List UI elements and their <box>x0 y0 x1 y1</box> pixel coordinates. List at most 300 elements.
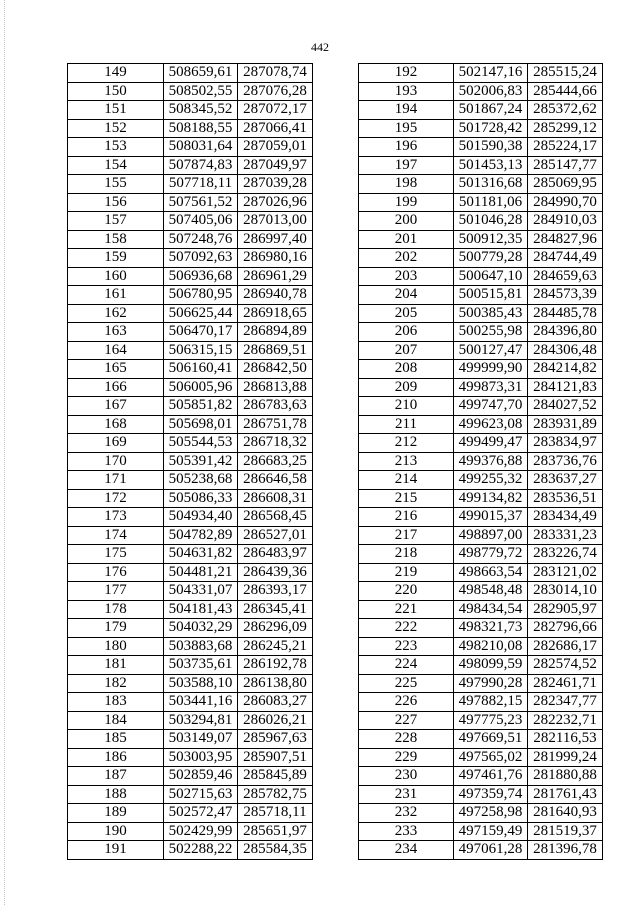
x-coordinate-cell: 498321,73 <box>454 619 528 638</box>
y-coordinate-cell: 284121,83 <box>528 378 603 397</box>
coordinates-table-left <box>67 63 313 860</box>
point-number-cell: 194 <box>359 101 454 120</box>
x-coordinate-cell: 503441,16 <box>164 693 238 712</box>
x-coordinate-cell: 505086,33 <box>164 489 238 508</box>
table-row <box>68 341 313 360</box>
x-coordinate-cell: 498663,54 <box>454 563 528 582</box>
x-coordinate-cell: 502715,63 <box>164 785 238 804</box>
table-row <box>359 101 603 120</box>
y-coordinate-cell: 286918,65 <box>238 304 313 323</box>
y-coordinate-cell: 286813,88 <box>238 378 313 397</box>
page-number: 442 <box>311 40 329 54</box>
point-number-cell: 201 <box>359 230 454 249</box>
x-coordinate-cell: 503735,61 <box>164 656 238 675</box>
y-coordinate-cell: 286245,21 <box>238 637 313 656</box>
point-number-cell: 177 <box>68 582 164 601</box>
table-row <box>68 674 313 693</box>
y-coordinate-cell: 282347,77 <box>528 693 603 712</box>
x-coordinate-cell: 507405,06 <box>164 212 238 231</box>
x-coordinate-cell: 500385,43 <box>454 304 528 323</box>
table-row <box>68 656 313 675</box>
y-coordinate-cell: 284027,52 <box>528 397 603 416</box>
x-coordinate-cell: 497565,02 <box>454 748 528 767</box>
y-coordinate-cell: 285718,11 <box>238 804 313 823</box>
point-number-cell: 186 <box>68 748 164 767</box>
point-number-cell: 196 <box>359 138 454 157</box>
point-number-cell: 215 <box>359 489 454 508</box>
x-coordinate-cell: 501181,06 <box>454 193 528 212</box>
table-row <box>68 471 313 490</box>
y-coordinate-cell: 285515,24 <box>528 64 603 83</box>
x-coordinate-cell: 508031,64 <box>164 138 238 157</box>
y-coordinate-cell: 287076,28 <box>238 82 313 101</box>
y-coordinate-cell: 282232,71 <box>528 711 603 730</box>
table-row <box>68 434 313 453</box>
y-coordinate-cell: 285967,63 <box>238 730 313 749</box>
table-row <box>359 471 603 490</box>
table-row <box>359 637 603 656</box>
table-row <box>359 804 603 823</box>
y-coordinate-cell: 284306,48 <box>528 341 603 360</box>
point-number-cell: 207 <box>359 341 454 360</box>
y-coordinate-cell: 285224,17 <box>528 138 603 157</box>
point-number-cell: 171 <box>68 471 164 490</box>
point-number-cell: 233 <box>359 822 454 841</box>
point-number-cell: 222 <box>359 619 454 638</box>
y-coordinate-cell: 281880,88 <box>528 767 603 786</box>
y-coordinate-cell: 286296,09 <box>238 619 313 638</box>
table-row <box>68 600 313 619</box>
x-coordinate-cell: 504782,89 <box>164 526 238 545</box>
table-row <box>68 489 313 508</box>
point-number-cell: 167 <box>68 397 164 416</box>
point-number-cell: 155 <box>68 175 164 194</box>
table-row <box>68 841 313 860</box>
point-number-cell: 161 <box>68 286 164 305</box>
y-coordinate-cell: 284827,96 <box>528 230 603 249</box>
x-coordinate-cell: 504181,43 <box>164 600 238 619</box>
point-number-cell: 189 <box>68 804 164 823</box>
y-coordinate-cell: 286997,40 <box>238 230 313 249</box>
table-row <box>68 82 313 101</box>
y-coordinate-cell: 287078,74 <box>238 64 313 83</box>
table-row <box>359 674 603 693</box>
point-number-cell: 209 <box>359 378 454 397</box>
point-number-cell: 199 <box>359 193 454 212</box>
y-coordinate-cell: 283931,89 <box>528 415 603 434</box>
x-coordinate-cell: 500255,98 <box>454 323 528 342</box>
y-coordinate-cell: 285444,66 <box>528 82 603 101</box>
table-row <box>359 563 603 582</box>
point-number-cell: 162 <box>68 304 164 323</box>
x-coordinate-cell: 497775,23 <box>454 711 528 730</box>
table-row <box>359 397 603 416</box>
y-coordinate-cell: 287049,97 <box>238 156 313 175</box>
x-coordinate-cell: 498779,72 <box>454 545 528 564</box>
table-row <box>359 286 603 305</box>
x-coordinate-cell: 503149,07 <box>164 730 238 749</box>
y-coordinate-cell: 286345,41 <box>238 600 313 619</box>
point-number-cell: 220 <box>359 582 454 601</box>
x-coordinate-cell: 507561,52 <box>164 193 238 212</box>
point-number-cell: 170 <box>68 452 164 471</box>
table-row <box>359 82 603 101</box>
table-row <box>359 304 603 323</box>
y-coordinate-cell: 283637,27 <box>528 471 603 490</box>
point-number-cell: 183 <box>68 693 164 712</box>
x-coordinate-cell: 504631,82 <box>164 545 238 564</box>
point-number-cell: 206 <box>359 323 454 342</box>
x-coordinate-cell: 499376,88 <box>454 452 528 471</box>
y-coordinate-cell: 282574,52 <box>528 656 603 675</box>
table-row <box>68 582 313 601</box>
y-coordinate-cell: 286718,32 <box>238 434 313 453</box>
table-row <box>68 267 313 286</box>
table-row <box>359 138 603 157</box>
y-coordinate-cell: 286783,63 <box>238 397 313 416</box>
point-number-cell: 158 <box>68 230 164 249</box>
table-row <box>68 711 313 730</box>
x-coordinate-cell: 501316,68 <box>454 175 528 194</box>
table-row <box>68 323 313 342</box>
table-row <box>68 360 313 379</box>
x-coordinate-cell: 508345,52 <box>164 101 238 120</box>
y-coordinate-cell: 286393,17 <box>238 582 313 601</box>
point-number-cell: 212 <box>359 434 454 453</box>
y-coordinate-cell: 283434,49 <box>528 508 603 527</box>
table-row <box>359 545 603 564</box>
table-row <box>68 101 313 120</box>
point-number-cell: 197 <box>359 156 454 175</box>
table-row <box>359 212 603 231</box>
point-number-cell: 151 <box>68 101 164 120</box>
point-number-cell: 227 <box>359 711 454 730</box>
y-coordinate-cell: 286138,80 <box>238 674 313 693</box>
y-coordinate-cell: 282686,17 <box>528 637 603 656</box>
x-coordinate-cell: 502429,99 <box>164 822 238 841</box>
x-coordinate-cell: 497159,49 <box>454 822 528 841</box>
table-row <box>359 156 603 175</box>
y-coordinate-cell: 286192,78 <box>238 656 313 675</box>
x-coordinate-cell: 499873,31 <box>454 378 528 397</box>
y-coordinate-cell: 286894,89 <box>238 323 313 342</box>
table-row <box>359 323 603 342</box>
y-coordinate-cell: 281640,93 <box>528 804 603 823</box>
point-number-cell: 232 <box>359 804 454 823</box>
point-number-cell: 178 <box>68 600 164 619</box>
x-coordinate-cell: 506625,44 <box>164 304 238 323</box>
y-coordinate-cell: 283014,10 <box>528 582 603 601</box>
point-number-cell: 168 <box>68 415 164 434</box>
x-coordinate-cell: 503883,68 <box>164 637 238 656</box>
x-coordinate-cell: 502859,46 <box>164 767 238 786</box>
y-coordinate-cell: 284744,49 <box>528 249 603 268</box>
y-coordinate-cell: 285782,75 <box>238 785 313 804</box>
table-row <box>68 138 313 157</box>
point-number-cell: 157 <box>68 212 164 231</box>
y-coordinate-cell: 284910,03 <box>528 212 603 231</box>
table-row <box>359 64 603 83</box>
x-coordinate-cell: 499255,32 <box>454 471 528 490</box>
y-coordinate-cell: 287072,17 <box>238 101 313 120</box>
y-coordinate-cell: 285147,77 <box>528 156 603 175</box>
y-coordinate-cell: 282905,97 <box>528 600 603 619</box>
point-number-cell: 160 <box>68 267 164 286</box>
point-number-cell: 172 <box>68 489 164 508</box>
x-coordinate-cell: 505698,01 <box>164 415 238 434</box>
table-row <box>68 64 313 83</box>
x-coordinate-cell: 497461,76 <box>454 767 528 786</box>
point-number-cell: 165 <box>68 360 164 379</box>
table-row <box>68 785 313 804</box>
x-coordinate-cell: 508502,55 <box>164 82 238 101</box>
x-coordinate-cell: 507092,63 <box>164 249 238 268</box>
y-coordinate-cell: 285069,95 <box>528 175 603 194</box>
x-coordinate-cell: 503003,95 <box>164 748 238 767</box>
point-number-cell: 204 <box>359 286 454 305</box>
x-coordinate-cell: 497990,28 <box>454 674 528 693</box>
point-number-cell: 225 <box>359 674 454 693</box>
point-number-cell: 150 <box>68 82 164 101</box>
x-coordinate-cell: 498897,00 <box>454 526 528 545</box>
y-coordinate-cell: 284396,80 <box>528 323 603 342</box>
point-number-cell: 169 <box>68 434 164 453</box>
table-row <box>68 693 313 712</box>
point-number-cell: 154 <box>68 156 164 175</box>
point-number-cell: 181 <box>68 656 164 675</box>
y-coordinate-cell: 286980,16 <box>238 249 313 268</box>
x-coordinate-cell: 507718,11 <box>164 175 238 194</box>
table-row <box>359 582 603 601</box>
y-coordinate-cell: 285372,62 <box>528 101 603 120</box>
point-number-cell: 202 <box>359 249 454 268</box>
point-number-cell: 184 <box>68 711 164 730</box>
table-row <box>68 415 313 434</box>
table-row <box>68 730 313 749</box>
x-coordinate-cell: 499499,47 <box>454 434 528 453</box>
y-coordinate-cell: 285845,89 <box>238 767 313 786</box>
x-coordinate-cell: 499623,08 <box>454 415 528 434</box>
point-number-cell: 228 <box>359 730 454 749</box>
point-number-cell: 166 <box>68 378 164 397</box>
x-coordinate-cell: 506470,17 <box>164 323 238 342</box>
table-row <box>359 822 603 841</box>
x-coordinate-cell: 507248,76 <box>164 230 238 249</box>
x-coordinate-cell: 502572,47 <box>164 804 238 823</box>
table-row <box>359 508 603 527</box>
x-coordinate-cell: 504032,29 <box>164 619 238 638</box>
point-number-cell: 156 <box>68 193 164 212</box>
y-coordinate-cell: 286439,36 <box>238 563 313 582</box>
point-number-cell: 153 <box>68 138 164 157</box>
y-coordinate-cell: 287013,00 <box>238 212 313 231</box>
point-number-cell: 164 <box>68 341 164 360</box>
y-coordinate-cell: 282461,71 <box>528 674 603 693</box>
y-coordinate-cell: 286026,21 <box>238 711 313 730</box>
point-number-cell: 191 <box>68 841 164 860</box>
point-number-cell: 203 <box>359 267 454 286</box>
table-row <box>68 563 313 582</box>
y-coordinate-cell: 285651,97 <box>238 822 313 841</box>
x-coordinate-cell: 500515,81 <box>454 286 528 305</box>
x-coordinate-cell: 499999,90 <box>454 360 528 379</box>
point-number-cell: 226 <box>359 693 454 712</box>
table-row <box>359 767 603 786</box>
table-row <box>359 249 603 268</box>
y-coordinate-cell: 285584,35 <box>238 841 313 860</box>
x-coordinate-cell: 506160,41 <box>164 360 238 379</box>
x-coordinate-cell: 505238,68 <box>164 471 238 490</box>
y-coordinate-cell: 284990,70 <box>528 193 603 212</box>
table-row <box>68 452 313 471</box>
coordinates-table-right <box>358 63 603 860</box>
table-row <box>359 341 603 360</box>
point-number-cell: 223 <box>359 637 454 656</box>
coordinates-table-left-body <box>68 64 313 860</box>
y-coordinate-cell: 283834,97 <box>528 434 603 453</box>
x-coordinate-cell: 499747,70 <box>454 397 528 416</box>
table-row <box>68 286 313 305</box>
table-row <box>68 748 313 767</box>
table-row <box>68 619 313 638</box>
y-coordinate-cell: 284659,63 <box>528 267 603 286</box>
point-number-cell: 185 <box>68 730 164 749</box>
point-number-cell: 187 <box>68 767 164 786</box>
x-coordinate-cell: 498099,59 <box>454 656 528 675</box>
table-row <box>68 637 313 656</box>
x-coordinate-cell: 508188,55 <box>164 119 238 138</box>
y-coordinate-cell: 281761,43 <box>528 785 603 804</box>
x-coordinate-cell: 505391,42 <box>164 452 238 471</box>
table-row <box>68 397 313 416</box>
table-row <box>359 267 603 286</box>
x-coordinate-cell: 506936,68 <box>164 267 238 286</box>
x-coordinate-cell: 501728,42 <box>454 119 528 138</box>
x-coordinate-cell: 498434,54 <box>454 600 528 619</box>
y-coordinate-cell: 282116,53 <box>528 730 603 749</box>
x-coordinate-cell: 502147,16 <box>454 64 528 83</box>
coordinates-table-right-body <box>359 64 603 860</box>
table-row <box>359 748 603 767</box>
table-row <box>68 175 313 194</box>
table-row <box>359 434 603 453</box>
table-row <box>68 378 313 397</box>
table-row <box>68 526 313 545</box>
x-coordinate-cell: 506780,95 <box>164 286 238 305</box>
point-number-cell: 211 <box>359 415 454 434</box>
y-coordinate-cell: 283331,23 <box>528 526 603 545</box>
y-coordinate-cell: 286961,29 <box>238 267 313 286</box>
point-number-cell: 188 <box>68 785 164 804</box>
y-coordinate-cell: 281396,78 <box>528 841 603 860</box>
y-coordinate-cell: 284573,39 <box>528 286 603 305</box>
x-coordinate-cell: 499134,82 <box>454 489 528 508</box>
table-row <box>359 619 603 638</box>
table-row <box>359 730 603 749</box>
y-coordinate-cell: 284214,82 <box>528 360 603 379</box>
point-number-cell: 180 <box>68 637 164 656</box>
table-row <box>359 230 603 249</box>
y-coordinate-cell: 285907,51 <box>238 748 313 767</box>
y-coordinate-cell: 286940,78 <box>238 286 313 305</box>
table-row <box>359 841 603 860</box>
y-coordinate-cell: 286527,01 <box>238 526 313 545</box>
scan-edge-line <box>4 0 5 905</box>
point-number-cell: 205 <box>359 304 454 323</box>
table-row <box>68 212 313 231</box>
y-coordinate-cell: 286646,58 <box>238 471 313 490</box>
x-coordinate-cell: 497669,51 <box>454 730 528 749</box>
y-coordinate-cell: 287066,41 <box>238 119 313 138</box>
x-coordinate-cell: 500779,28 <box>454 249 528 268</box>
y-coordinate-cell: 284485,78 <box>528 304 603 323</box>
x-coordinate-cell: 503294,81 <box>164 711 238 730</box>
table-row <box>68 545 313 564</box>
y-coordinate-cell: 287059,01 <box>238 138 313 157</box>
point-number-cell: 219 <box>359 563 454 582</box>
y-coordinate-cell: 281519,37 <box>528 822 603 841</box>
point-number-cell: 174 <box>68 526 164 545</box>
x-coordinate-cell: 507874,83 <box>164 156 238 175</box>
point-number-cell: 229 <box>359 748 454 767</box>
y-coordinate-cell: 283226,74 <box>528 545 603 564</box>
table-row <box>68 508 313 527</box>
point-number-cell: 192 <box>359 64 454 83</box>
point-number-cell: 149 <box>68 64 164 83</box>
x-coordinate-cell: 506315,15 <box>164 341 238 360</box>
table-row <box>359 600 603 619</box>
x-coordinate-cell: 504481,21 <box>164 563 238 582</box>
point-number-cell: 210 <box>359 397 454 416</box>
y-coordinate-cell: 286568,45 <box>238 508 313 527</box>
y-coordinate-cell: 286083,27 <box>238 693 313 712</box>
table-row <box>68 304 313 323</box>
y-coordinate-cell: 285299,12 <box>528 119 603 138</box>
y-coordinate-cell: 286683,25 <box>238 452 313 471</box>
y-coordinate-cell: 287026,96 <box>238 193 313 212</box>
point-number-cell: 231 <box>359 785 454 804</box>
table-row <box>68 119 313 138</box>
table-row <box>68 822 313 841</box>
point-number-cell: 173 <box>68 508 164 527</box>
table-row <box>359 711 603 730</box>
x-coordinate-cell: 501867,24 <box>454 101 528 120</box>
y-coordinate-cell: 286751,78 <box>238 415 313 434</box>
point-number-cell: 159 <box>68 249 164 268</box>
x-coordinate-cell: 498210,08 <box>454 637 528 656</box>
table-row <box>359 175 603 194</box>
x-coordinate-cell: 503588,10 <box>164 674 238 693</box>
y-coordinate-cell: 283536,51 <box>528 489 603 508</box>
table-row <box>68 804 313 823</box>
table-row <box>359 193 603 212</box>
x-coordinate-cell: 497258,98 <box>454 804 528 823</box>
table-row <box>359 785 603 804</box>
y-coordinate-cell: 286869,51 <box>238 341 313 360</box>
point-number-cell: 214 <box>359 471 454 490</box>
x-coordinate-cell: 502288,22 <box>164 841 238 860</box>
point-number-cell: 230 <box>359 767 454 786</box>
point-number-cell: 163 <box>68 323 164 342</box>
x-coordinate-cell: 504331,07 <box>164 582 238 601</box>
y-coordinate-cell: 286842,50 <box>238 360 313 379</box>
point-number-cell: 234 <box>359 841 454 860</box>
point-number-cell: 208 <box>359 360 454 379</box>
y-coordinate-cell: 283736,76 <box>528 452 603 471</box>
x-coordinate-cell: 497359,74 <box>454 785 528 804</box>
table-row <box>359 526 603 545</box>
x-coordinate-cell: 497882,15 <box>454 693 528 712</box>
